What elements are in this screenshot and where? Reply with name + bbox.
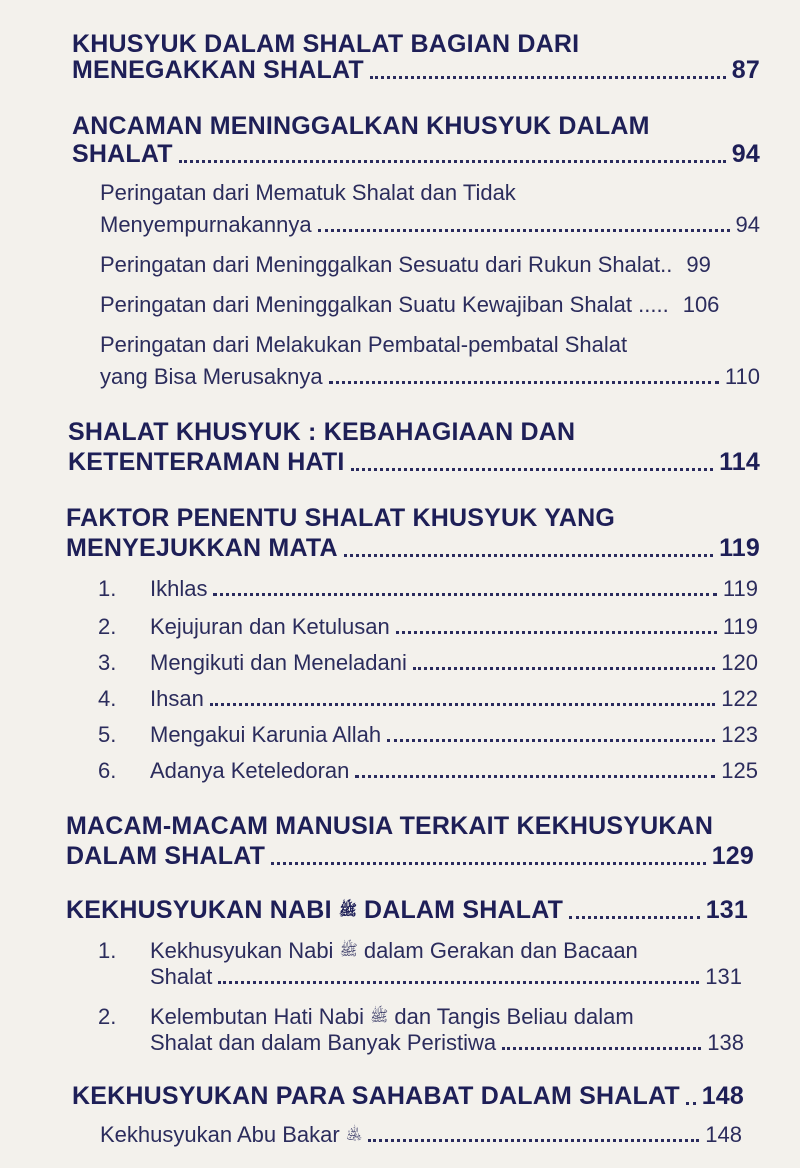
toc-heading-text: SHALAT xyxy=(72,140,173,168)
dot-leader xyxy=(413,667,715,670)
toc-sub-text: Kekhusyukan Abu Bakar ﵁ xyxy=(100,1122,363,1147)
page-number: 148 xyxy=(701,1082,744,1110)
item-number: 4. xyxy=(98,686,117,711)
page-number: 125 xyxy=(721,758,758,783)
toc-heading-text: DALAM SHALAT xyxy=(66,842,266,870)
toc-item-text: Mengikuti dan Meneladani xyxy=(150,650,407,675)
page-number: 94 xyxy=(731,140,760,168)
page-number: 138 xyxy=(707,1030,744,1055)
dot-leader xyxy=(396,631,717,634)
toc-heading-line: SHALAT KHUSYUK : KEBAHAGIAAN DAN xyxy=(68,418,576,446)
toc-heading-row[interactable] xyxy=(72,1082,744,1111)
dot-leader xyxy=(370,76,726,79)
dot-leader xyxy=(368,1139,699,1142)
toc-sub-text: yang Bisa Merusaknya xyxy=(100,364,323,389)
page-number: 87 xyxy=(731,56,760,84)
page-number: 148 xyxy=(705,1122,742,1147)
toc-heading-line: FAKTOR PENENTU SHALAT KHUSYUK YANG xyxy=(66,504,615,532)
dot-leader xyxy=(213,593,716,596)
toc-item-text: Ikhlas xyxy=(150,576,208,601)
toc-sub-row[interactable] xyxy=(100,292,760,318)
page-number: 106 xyxy=(682,292,720,317)
toc-heading-row[interactable] xyxy=(66,842,754,871)
toc-item-line: Kekhusyukan Nabi ﷺ dalam Gerakan dan Bacaan xyxy=(150,938,638,963)
toc-sub-text: Menyempurnakannya xyxy=(100,212,312,237)
toc-item-row[interactable] xyxy=(150,758,758,784)
toc-item-row[interactable] xyxy=(150,964,742,990)
dot-leader xyxy=(351,468,714,471)
toc-sub-line: Peringatan dari Mematuk Shalat dan Tidak xyxy=(100,180,516,205)
toc-sub-row[interactable] xyxy=(100,252,760,278)
toc-heading-text: KEKHUSYUKAN NABI ﷺ DALAM SHALAT xyxy=(66,896,564,924)
toc-heading-text: KETENTERAMAN HATI xyxy=(68,448,345,476)
item-number: 2. xyxy=(98,1004,117,1029)
page-number: 119 xyxy=(719,534,760,562)
toc-heading-row[interactable] xyxy=(72,140,760,169)
page-number: 131 xyxy=(705,964,742,989)
page-number: 119 xyxy=(722,614,758,639)
page-number: 129 xyxy=(711,842,754,870)
item-number: 5. xyxy=(98,722,117,747)
toc-heading-row[interactable] xyxy=(68,448,760,477)
radiyallahu-glyph: ﵁ xyxy=(345,1126,363,1143)
toc-heading-line: MACAM-MACAM MANUSIA TERKAIT KEKHUSYUKAN xyxy=(66,812,714,840)
dot-leader xyxy=(344,554,713,557)
toc-heading-text: MENEGAKKAN SHALAT xyxy=(72,56,364,84)
item-number: 2. xyxy=(98,614,117,639)
toc-item-row[interactable] xyxy=(150,1030,744,1056)
dot-leader xyxy=(329,381,719,384)
toc-item-text: Adanya Keteledoran xyxy=(150,758,350,783)
dot-leader xyxy=(686,1102,696,1105)
toc-sub-line: Peringatan dari Melakukan Pembatal-pembatal Shalat xyxy=(100,332,628,357)
toc-item-text: Mengakui Karunia Allah xyxy=(150,722,382,747)
toc-sub-text: Peringatan dari Meninggalkan Suatu Kewajiban Shalat ..... xyxy=(100,292,669,317)
toc-item-text: Kejujuran dan Ketulusan xyxy=(150,614,390,639)
page-number: 122 xyxy=(721,686,758,711)
dot-leader xyxy=(387,739,715,742)
page-number: 131 xyxy=(705,896,748,924)
toc-heading-line: KHUSYUK DALAM SHALAT BAGIAN DARI xyxy=(72,30,580,58)
dot-leader xyxy=(210,703,715,706)
salawat-glyph: ﷺ xyxy=(370,1008,389,1025)
toc-item-row[interactable] xyxy=(150,650,758,676)
toc-heading-text: KEKHUSYUKAN PARA SAHABAT DALAM SHALAT xyxy=(72,1082,680,1110)
salawat-glyph: ﷺ xyxy=(338,902,357,919)
toc-heading-line: ANCAMAN MENINGGALKAN KHUSYUK DALAM xyxy=(72,112,650,140)
dot-leader xyxy=(218,981,699,984)
dot-leader xyxy=(355,775,715,778)
page-number: 110 xyxy=(724,364,760,389)
page-number: 123 xyxy=(721,722,758,747)
item-number: 1. xyxy=(98,938,117,963)
toc-item-row[interactable] xyxy=(150,576,758,602)
page-number: 119 xyxy=(722,576,758,601)
toc-heading-row[interactable] xyxy=(66,534,760,563)
page-number: 94 xyxy=(735,212,760,237)
page-number: 120 xyxy=(721,650,758,675)
page-number: 114 xyxy=(719,448,760,476)
toc-item-text: Shalat dan dalam Banyak Peristiwa xyxy=(150,1030,497,1055)
dot-leader xyxy=(502,1047,701,1050)
toc-sub-row[interactable] xyxy=(100,212,760,238)
toc-heading-row[interactable] xyxy=(66,896,748,925)
dot-leader xyxy=(318,229,730,232)
toc-item-line: Kelembutan Hati Nabi ﷺ dan Tangis Beliau dalam xyxy=(150,1004,634,1029)
toc-item-text: Shalat xyxy=(150,964,213,989)
dot-leader xyxy=(569,916,700,919)
toc-item-row[interactable] xyxy=(150,614,758,640)
salawat-glyph: ﷺ xyxy=(339,942,358,959)
toc-heading-row[interactable] xyxy=(72,56,760,85)
toc-item-text: Ihsan xyxy=(150,686,204,711)
toc-item-row[interactable] xyxy=(150,722,758,748)
toc-sub-row[interactable] xyxy=(100,364,760,390)
toc-sub-text: Peringatan dari Meninggalkan Sesuatu dari Rukun Shalat.. xyxy=(100,252,673,277)
page-number: 99 xyxy=(686,252,711,277)
toc-heading-text: MENYEJUKKAN MATA xyxy=(66,534,338,562)
toc-sub-row[interactable] xyxy=(100,1122,742,1148)
item-number: 6. xyxy=(98,758,117,783)
dot-leader xyxy=(271,862,706,865)
dot-leader xyxy=(179,160,726,163)
item-number: 1. xyxy=(98,576,117,601)
item-number: 3. xyxy=(98,650,117,675)
toc-item-row[interactable] xyxy=(150,686,758,712)
